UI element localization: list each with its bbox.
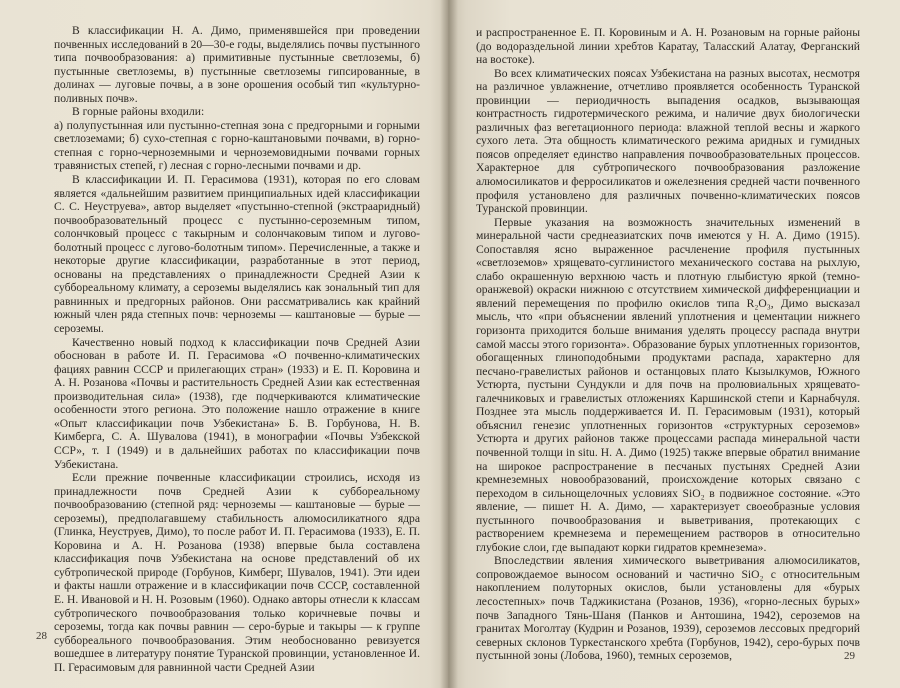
left-page-text — [54, 24, 420, 674]
paragraph: Первые указания на возможность значительных изменений в минеральной части среднеазиатских почв имеются у Н. А. Димо (1915). Сопоставляя ясно выраженное расчленение профиля пустынных «светлоземов» хрящевато-суглинистого механического состава на рыхлую, слабо окрашенную верхнюю часть и плотную глыбистую яркой (темно-оранжевой) окраски нижнюю с отсутствием химической дифференциации и явлений перемещения по профилю окислов типа R₂O₃, Димо высказал мысль, что «при объяснении явлений уплотнения и цементации нижнего горизонта приходится больше внимания уделять процессу распада внутри самой массы этого горизонта». Образование бурых уплотненных горизонтов, обогащенных глиноподобными продуктами распада, характерно для песчано-гравелистых районов и останцовых плато Кызылкумов, Южного Устюрта, пустыни Сундукли и для почв на пролювиальных хрящевато-галечниковых и гравелистых отложениях Каршинской степи и Карнабчуля. Позднее эта мысль поддерживается И. П. Герасимовым (1931), который объяснил генезис уплотненных горизонтов «структурных сероземов» Устюрта и других районов также процессами распада минеральной части почвенной толщи in situ. Н. А. Димо (1925) также впервые обратил внимание на широкое распространение в песчаных пустынях Средней Азии кремнеземных новообразований, происхождение которых связано с переходом в сильнощелочных условиях SiO₂ в подвижное состояние. «Это явление, — пишет Н. А. Димо, — характеризует своеобразные условия пустынного почвообразования и выветривания, протекающих с растворением кремнезема и перемещением растворов в относительно глубокие слои, где выпадают корки гидратов кремнезема». — [476, 215, 860, 554]
left-page — [0, 0, 448, 688]
paragraph: и распространенное Е. П. Коровиным и А. Н. Розановым на горные районы (до водораздельной линии хребтов Каратау, Таласский Алатау, Ферганский на востоке). — [476, 26, 860, 67]
paragraph: Во всех климатических поясах Узбекистана на разных высотах, несмотря на различное увлажнение, отчетливо проявляется особенность Туранской провинции — периодичность выпадения осадков, вызывающая контрастность гидротермического режима, и наличие двух биологически различных фаз вегетационного периода: влажной теплой весны и жаркого сухого лета. Эта общность климатического режима аридных и гумидных поясов определяет единство направления почвообразовательных процессов. Характерное для субтропического почвообразования разложение алюмосиликатов и ферросиликатов и ожелезнения средней части почвенного профиля установлено для различных почвенно-климатических поясов Туранской провинции. — [476, 66, 860, 216]
paragraph: Впоследствии явления химического выветривания алюмосиликатов, сопровождаемое выносом оснований и частично SiO₂ с относительным накоплением полуторных окислов, были установлены для «бурых лесостепных» почв Таджикистана (Розанов, 1936), «горно-лесных бурых» почв Западного Тянь-Шаня (Панков и Антошина, 1942), сероземов на гранитах Моголтау (Кудрин и Розанов, 1939), сероземов лессовых предгорий северных склонов Туркестанского хребта (Горбунов, 1942), серо-бурых почв пустынной зоны (Лобова, 1960), темных сероземов, — [476, 554, 860, 663]
paragraph: Качественно новый подход к классификации почв Средней Азии обоснован в работе И. П. Герасимова «О почвенно-климатических фациях равнин СССР и прилегающих стран» (1933) и Е. П. Коровина и А. Н. Розанова «Почвы и растительность Средней Азии как естественная производительная сила» (1938), где подчеркиваются климатические особенности этого региона. Это положение нашло отражение в книге «Опыт классификации почв Узбекистана» Б. В. Горбунова, Н. В. Кимберга, С. А. Шувалова (1941), в монографии «Почвы Узбекской ССР», т. I (1949) и в дальнейших работах по классификации почв Узбекистана. — [54, 335, 420, 471]
page-number: 28 — [36, 630, 47, 642]
page-number: 29 — [844, 650, 855, 662]
paragraph: В классификации И. П. Герасимова (1931), которая по его словам является «дальнейшим развитием принципиальных идей классификации С. С. Неуструева», автор выделяет «пустынно-степной (экстрааридный) почвообразовательный процесс с пустынно-сероземным типом, солончковый процесс с такырным и солончаковым типом и лугово-болотный процесс с лугово-болотным типом». Перечисленные, а также и некоторые другие классификации, разработанные в этот период, основаны на представлениях о принадлежности Средней Азии к суббореальному климату, а сероземы выделялись как зональный тип для равнинных и предгорных районов. Они рассматривались как крайний южный член ряда степных почв: черноземы — каштановые — бурые — сероземы. — [54, 173, 420, 336]
paragraph: В классификации Н. А. Димо, применявшейся при проведении почвенных исследований в 20—30-е годы, выделялись почвы пустынного типа почвообразования: а) примитивные пустынные светлоземы, б) пустынные светлоземы, в) пустынные светлоземы гипсированные, в долинах — луговые почвы, а в зоне орошения особый тип «культурно-поливных почв». — [54, 24, 420, 105]
book-gutter — [440, 0, 458, 688]
right-page-text — [476, 26, 860, 663]
paragraph: Если прежние почвенные классификации строились, исходя из принадлежности почв Средней Азии к суббореальному почвообразованию (степной ряд: черноземы — каштановые — бурые — сероземы), предполагавшему стабильность алюмосиликатного ядра (Глинка, Неуструев, Димо), то после работ И. П. Герасимова (1933), Е. П. Коровина и А. Н. Розанова (1938) впервые была составлена классификация почв Узбекистана на основе представлений об их субтропической природе (Горбунов, Кимберг, Шувалов, 1941). Эти идеи и факты нашли отражение и в классификации почв СССР, составленной Е. Н. Ивановой и Н. Н. Розовым (1960). Однако авторы отнесли к классам субтропического почвообразования только коричневые почвы и сероземы, тогда как почвы равнин — серо-бурые и такыры — к группе суббореального почвообразования. Этим необоснованно ревизуется вошедшее в литературу понятие Туранской провинции, установленное И. П. Герасимовым для равнинной части Средней Азии — [54, 471, 420, 674]
paragraph: а) полупустынная или пустынно-степная зона с предгорными и горными светлоземами; б) сухо-степная с горно-каштановыми почвами, в) горно-степная с горно-черноземными и черноземовидными почвами горных травянистых степей, г) лесная с горно-лесными почвами и др. — [54, 118, 420, 173]
paragraph: В горные районы входили: — [72, 105, 205, 119]
right-page — [448, 0, 900, 688]
